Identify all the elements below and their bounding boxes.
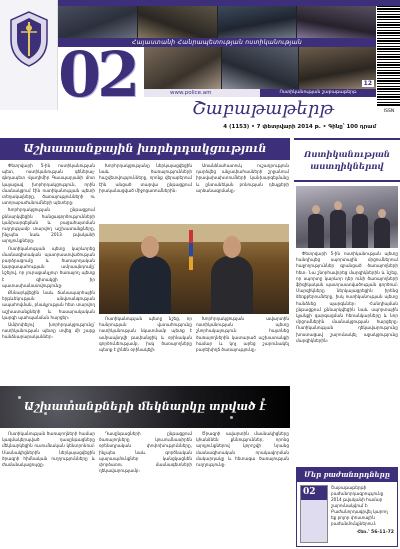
- header-photo: [144, 47, 221, 89]
- photo-person: [374, 218, 390, 248]
- lead-column-b2: [99, 316, 192, 383]
- header-photo-strip: [58, 6, 376, 38]
- story2-column-c: [196, 431, 289, 547]
- promo-body: [297, 482, 397, 546]
- police-emblem-icon: [7, 10, 51, 68]
- paragraph: Փետրվարի 5-ին ոստիկանության պետը հանդիպեց սպորտային մրցումներում հաջողություններ գրանցած ծառայողների հետ։ Նա շնորհավորեց մարզիկներին և նշեց, որ սպորտը կարևոր դեր ունի ծառայողների ֆիզիկական պատրաստվածության գործում։ Մարզիկները ներկայացրեցին իրենց ձեռքբերումները, իսկ ոստիկանության պետը հանձնեց պարգևներ։ Հանդիպման ընթացքում քննարկվեցին նաև սպորտային կյանքի զարգացման հեռանկարները և նոր մրցումներին մասնակցության հարցերը։ Ոստիկանության ղեկավարությունը խոստացավ շարունակել աջակցությունը մարզիկներին։: [296, 251, 398, 343]
- lead-photo: [99, 224, 289, 314]
- paragraph: Խորհրդակցության ընթացքում քննարկվեցին հանցագործությունների կանխարգելման և բացահայտման ուղղությամբ տարվող աշխատանքները, ինչպես նաև 2013 թվականի արդյունքները։: [2, 207, 95, 244]
- paragraph: Ամփոփելով խորհրդակցությունը՝ ոստիկանության պետը տվեց մի շարք հանձնարարականներ։: [2, 322, 95, 340]
- photo-person: [352, 214, 368, 248]
- header-photo: [297, 6, 376, 38]
- masthead: [0, 0, 400, 135]
- newspaper-title: Շաբաթաթերթ: [192, 98, 334, 119]
- paragraph: Քննարկվեցին նաև ճանապարհային երթևեկության անվտանգության ապահովման, բնակչության հետ տարվող աշխատանքների և հասարակական կարգի պահպանման հարցեր։: [2, 290, 95, 320]
- paragraph: Խորհրդակցությանը ներկայացվեցին նաև ծառայությունների հաշվետվությունները, որոնք վերաբերում էին անցած տարվա ընթացքում իրականացված միջոցառումներին։: [99, 163, 192, 193]
- masthead-subtagline: Ոստիկանության շաբաթաթերթ: [260, 89, 376, 97]
- issue-info: 4 (1153) • 7 փետրվարի 2014 թ. • Գինը՝ 100 դրամ: [223, 124, 376, 130]
- header-photo: [222, 47, 299, 89]
- paragraph: Փետրվարի 5-ին ոստիկանության պետ, ոստիկանության գեներալ-գնդապետ Վլադիմիր Գասպարյանի մոտ կայացավ խորհրդակցություն, որին մասնակցում էին ոստիկանության պետի տեղակալները, ծառայությունների ու ստորաբաժանումների պետերը։: [2, 163, 95, 206]
- header-photo: [58, 6, 137, 38]
- side-column: [296, 251, 398, 465]
- lead-column-c2: [196, 316, 289, 383]
- header-photo: [218, 6, 297, 38]
- photo-person: [308, 214, 324, 248]
- subscription-promo: [296, 467, 398, 547]
- barcode-label: ISSN: [383, 109, 395, 114]
- paragraph: Ոստիկանության պետը նշեց, որ հանրության վստահությունը ոստիկանության նկատմամբ պետք է ամրապնդվի թափանցիկ և օրինական գործունեությամբ, իսկ ծառայողները պետք է լինեն օրինակելի։: [99, 316, 192, 353]
- side-photo: [296, 186, 398, 248]
- paragraph: Դասընթացների ընթացքում ծառայողները կուսումնասիրեն օրենսդրական փոփոխությունները, ինչպես նաև գործնական պարապմունքներ կանցկացնեն փորձառու մասնագետների ղեկավարությամբ։: [99, 431, 192, 474]
- story2-column-b: [99, 431, 192, 547]
- photo-person: [129, 256, 171, 314]
- photo-person: [330, 210, 346, 248]
- lead-column-c: [196, 163, 289, 223]
- website-link[interactable]: www.police.am: [144, 89, 376, 97]
- page-badge: 12: [363, 80, 373, 87]
- paragraph: Խորհրդակցության ավարտին ոստիկանության պետը շնորհակալություն հայտնեց ծառայողներին կատարած աշխատանքի համար և կոչ արեց շարունակել բարեխիղճ ծառայությունը։: [196, 316, 289, 353]
- newspaper-cover-icon: [300, 485, 328, 543]
- lead-headline: Աշխատանքային խորհրդակցություն: [0, 138, 290, 160]
- paragraph: Ծրագրի ավարտին մասնակիցները կհանձնեն քննություններ, որոնց արդյունքներով կորոշվի նրանց մասնագիտական որակավորման մակարդակը և հետագա ծառայության ուղղությունը։: [196, 431, 289, 468]
- emblem-area: [0, 0, 58, 110]
- lead-column-b: [99, 163, 192, 223]
- newspaper-logo: 02: [58, 38, 137, 111]
- promo-description: Շաբաթաթերթի բաժանորդագրությունը 2014 թվականի համար շարունակվում է։ Բաժանորդագրվել կարող եք բոլոր փոստային բաժանմունքներում։: [331, 485, 388, 526]
- story2-headline: Աշխատանքների մեկնարկը տրված է: [23, 400, 267, 413]
- header-photo-row: [144, 47, 376, 89]
- paragraph: Ոստիկանության պետը կարևորեց մասնագիտական պատրաստվածության բարձրացումը և ծառայողական կարգապահության ամրապնդումը՝ նշելով, որ յուրաքանչյուր ծառայող պետք է գիտակցի իր պատասխանատվությունը։: [2, 245, 95, 288]
- photo-person: [211, 256, 253, 314]
- story2-column-a: [2, 431, 95, 547]
- header-photo: [138, 6, 217, 38]
- header-photo: [299, 47, 376, 89]
- barcode-icon: [377, 6, 400, 106]
- promo-phone: Հեռ.՝ 56-11-72: [357, 530, 394, 535]
- paragraph: Ոստիկանության ծառայողների համար կազմակերպված դասընթացները մեկնարկեցին ուսումնական կենտրոնում։ Մասնակիցներին ներկայացվեցին ծրագրի հիմնական ուղղությունները և ժամանակացույցը։: [2, 431, 95, 468]
- paragraph: Առանձնահատուկ ուշադրություն դարձվեց անչափահասների շրջանում իրավախախտումների կանխարգելմանը և ընտանեկան բռնության դեպքերի արձանագրմանը։: [196, 163, 289, 193]
- masthead-tagline: Հայաստանի Հանրապետության ոստիկանության: [58, 38, 376, 47]
- lead-column-a: [2, 163, 95, 383]
- promo-text: [331, 485, 394, 543]
- promo-title: Մեր բաժանորդները: [297, 468, 397, 482]
- side-headline: Ոստիկանության աստղիկներով: [294, 138, 400, 182]
- flag-icon: [189, 230, 193, 270]
